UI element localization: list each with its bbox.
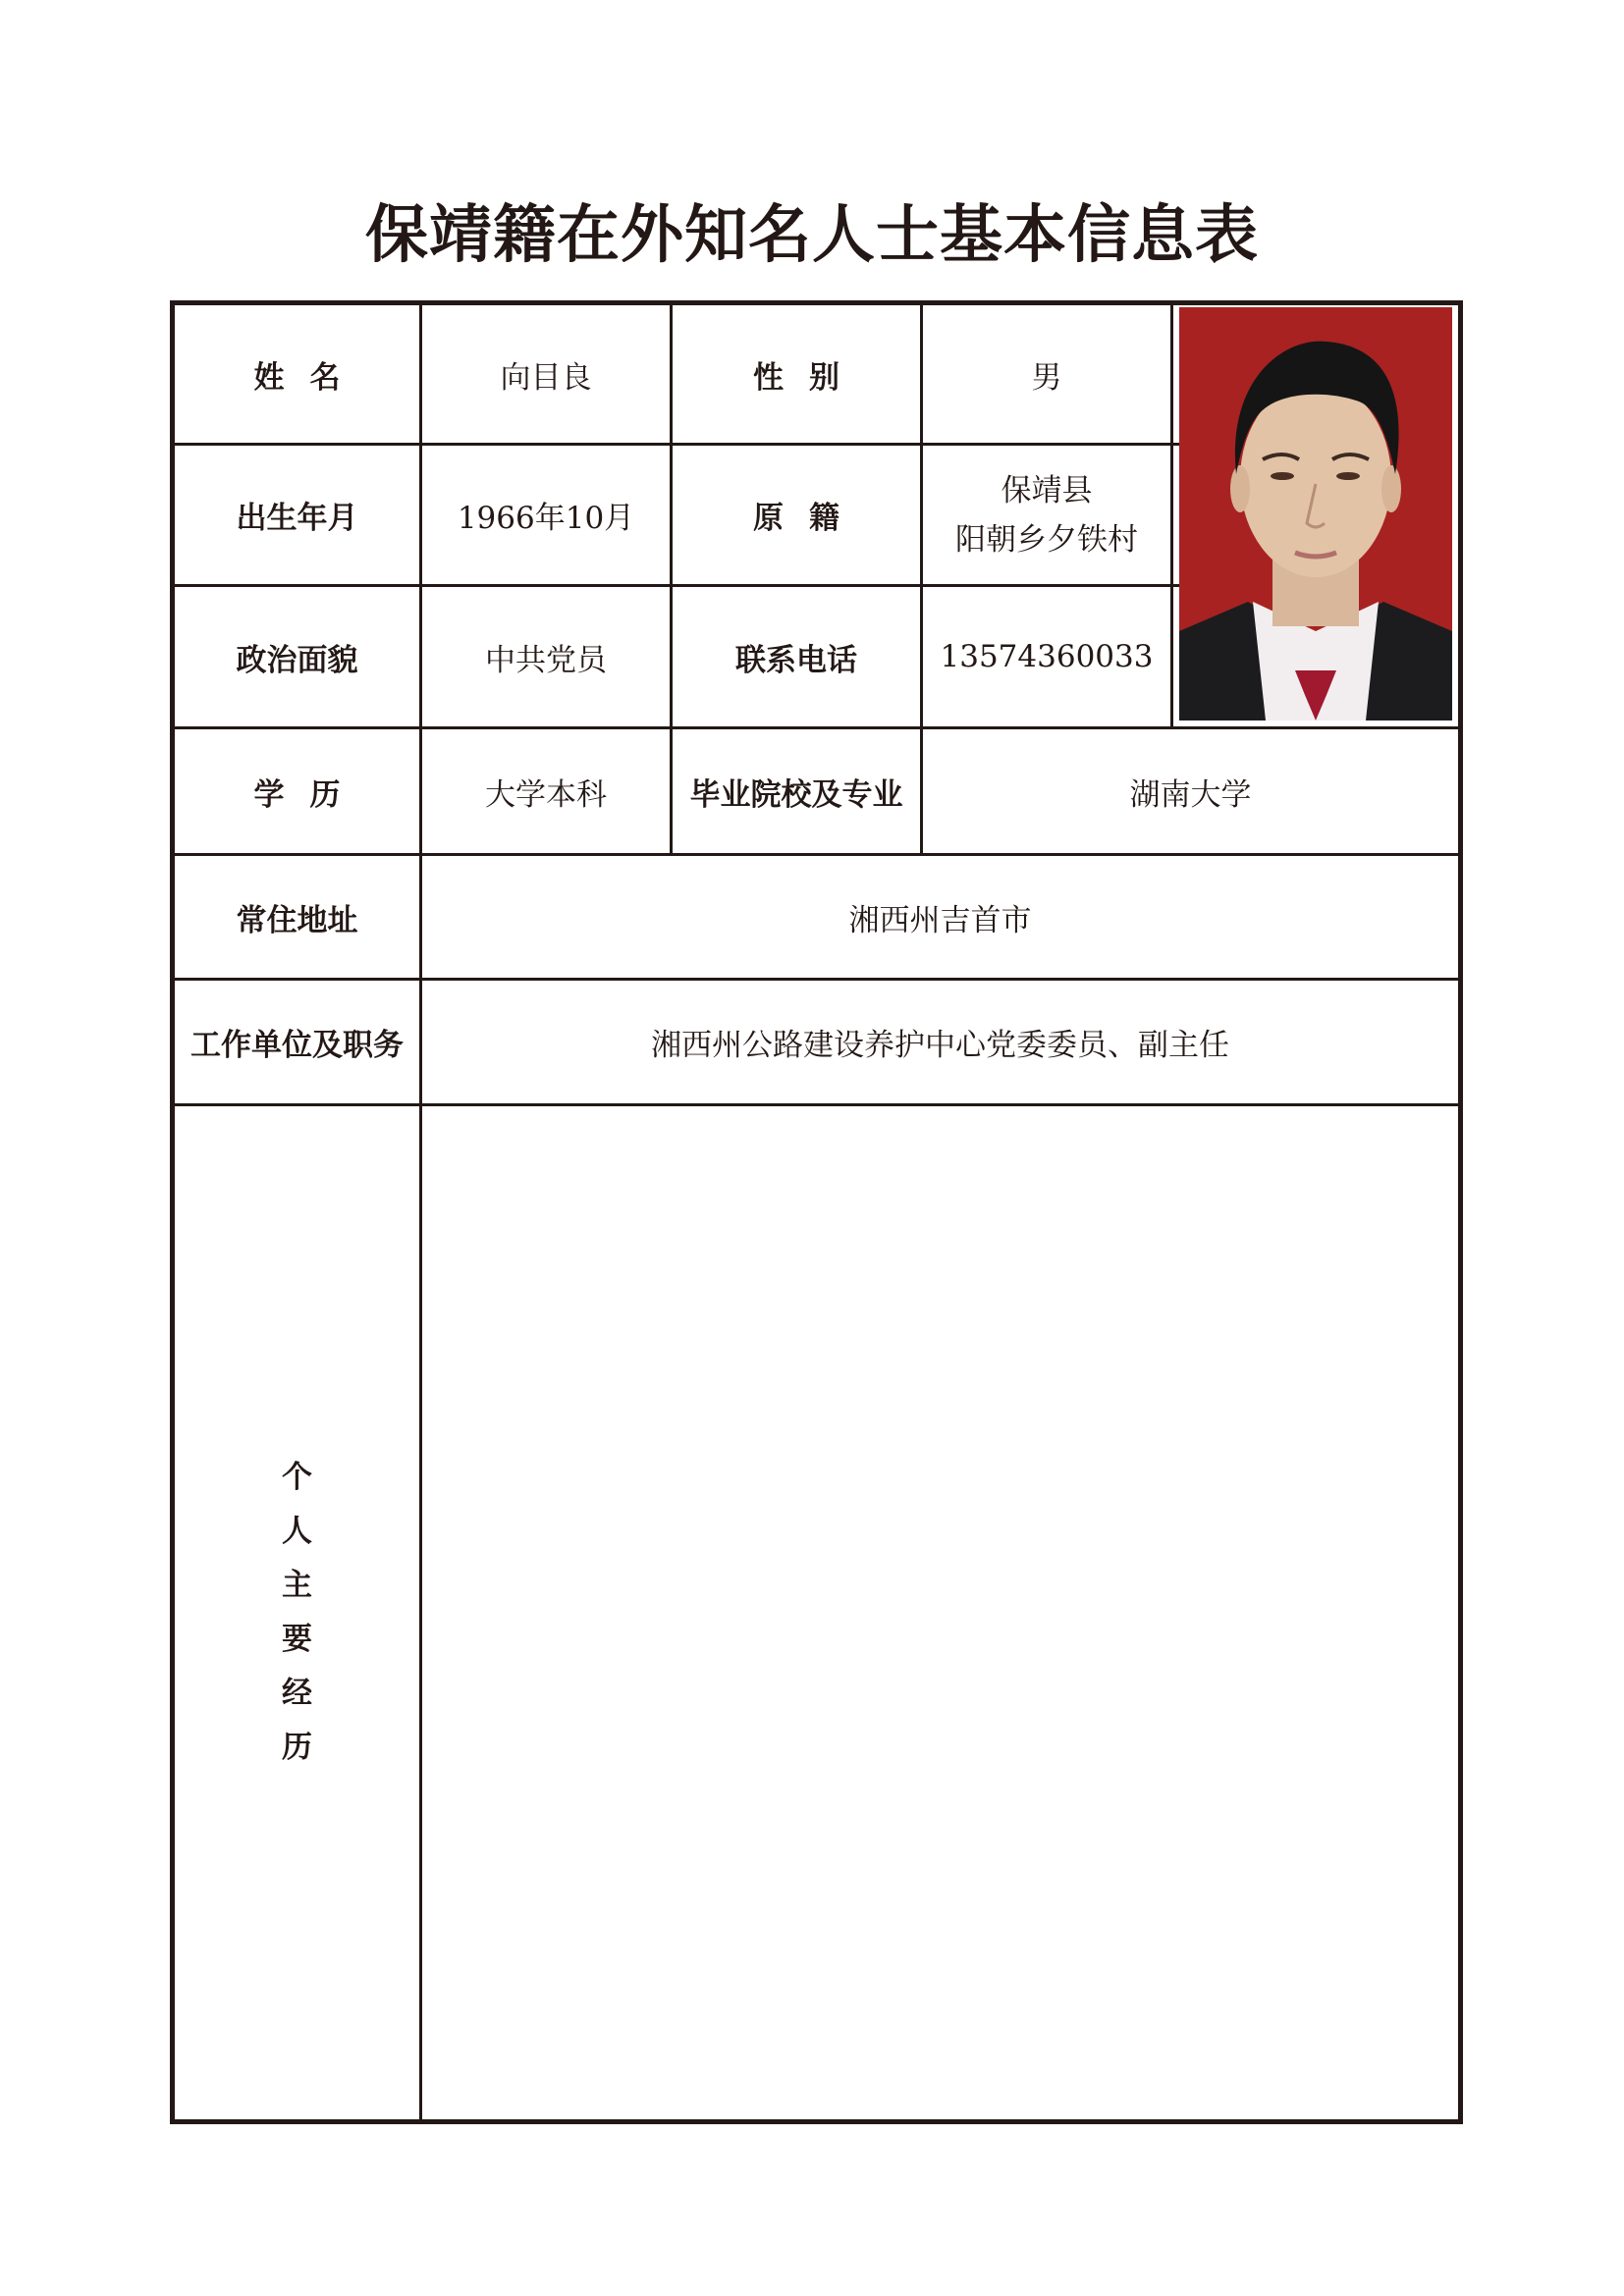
- label-experience-char: 历: [282, 1730, 312, 1765]
- label-work: 工作单位及职务: [190, 1028, 404, 1063]
- page-title: 保靖籍在外知名人士基本信息表: [365, 198, 1259, 272]
- label-gender: 性别: [753, 359, 865, 396]
- col-divider: [1170, 300, 1173, 727]
- origin-line-1: 保靖县: [1001, 472, 1093, 508]
- label-experience: [175, 1106, 419, 2119]
- portrait-illustration: [1179, 307, 1452, 721]
- value-origin: [923, 446, 1170, 584]
- label-political: 政治面貌: [236, 642, 358, 678]
- value-work: 湘西州公路建设养护中心党委委员、副主任: [651, 1028, 1229, 1063]
- value-phone: 13574360033: [940, 639, 1154, 674]
- label-experience-char: 个: [282, 1460, 312, 1495]
- value-gender: 男: [1031, 359, 1062, 396]
- portrait-photo: [1179, 307, 1452, 721]
- origin-line-2: 阳朝乡夕铁村: [955, 521, 1138, 558]
- value-political: 中共党员: [485, 642, 607, 678]
- label-name: 姓名: [253, 359, 366, 396]
- label-phone: 联系电话: [735, 642, 857, 678]
- label-education: 学历: [253, 776, 366, 813]
- value-experience: [422, 1106, 1458, 2119]
- label-experience-char: 经: [282, 1676, 312, 1711]
- label-experience-char: 要: [282, 1622, 312, 1657]
- label-school: 毕业院校及专业: [689, 776, 903, 813]
- value-name: 向目良: [500, 359, 592, 396]
- value-birth: 1966年10月: [457, 501, 635, 536]
- label-origin: 原籍: [753, 501, 865, 536]
- label-experience-char: 人: [282, 1514, 312, 1549]
- label-birth: 出生年月: [236, 501, 358, 536]
- label-address: 常住地址: [236, 902, 358, 938]
- value-address: 湘西州吉首市: [848, 902, 1032, 938]
- value-school: 湖南大学: [1129, 776, 1252, 813]
- label-experience-char: 主: [282, 1568, 312, 1603]
- value-education: 大学本科: [485, 776, 607, 813]
